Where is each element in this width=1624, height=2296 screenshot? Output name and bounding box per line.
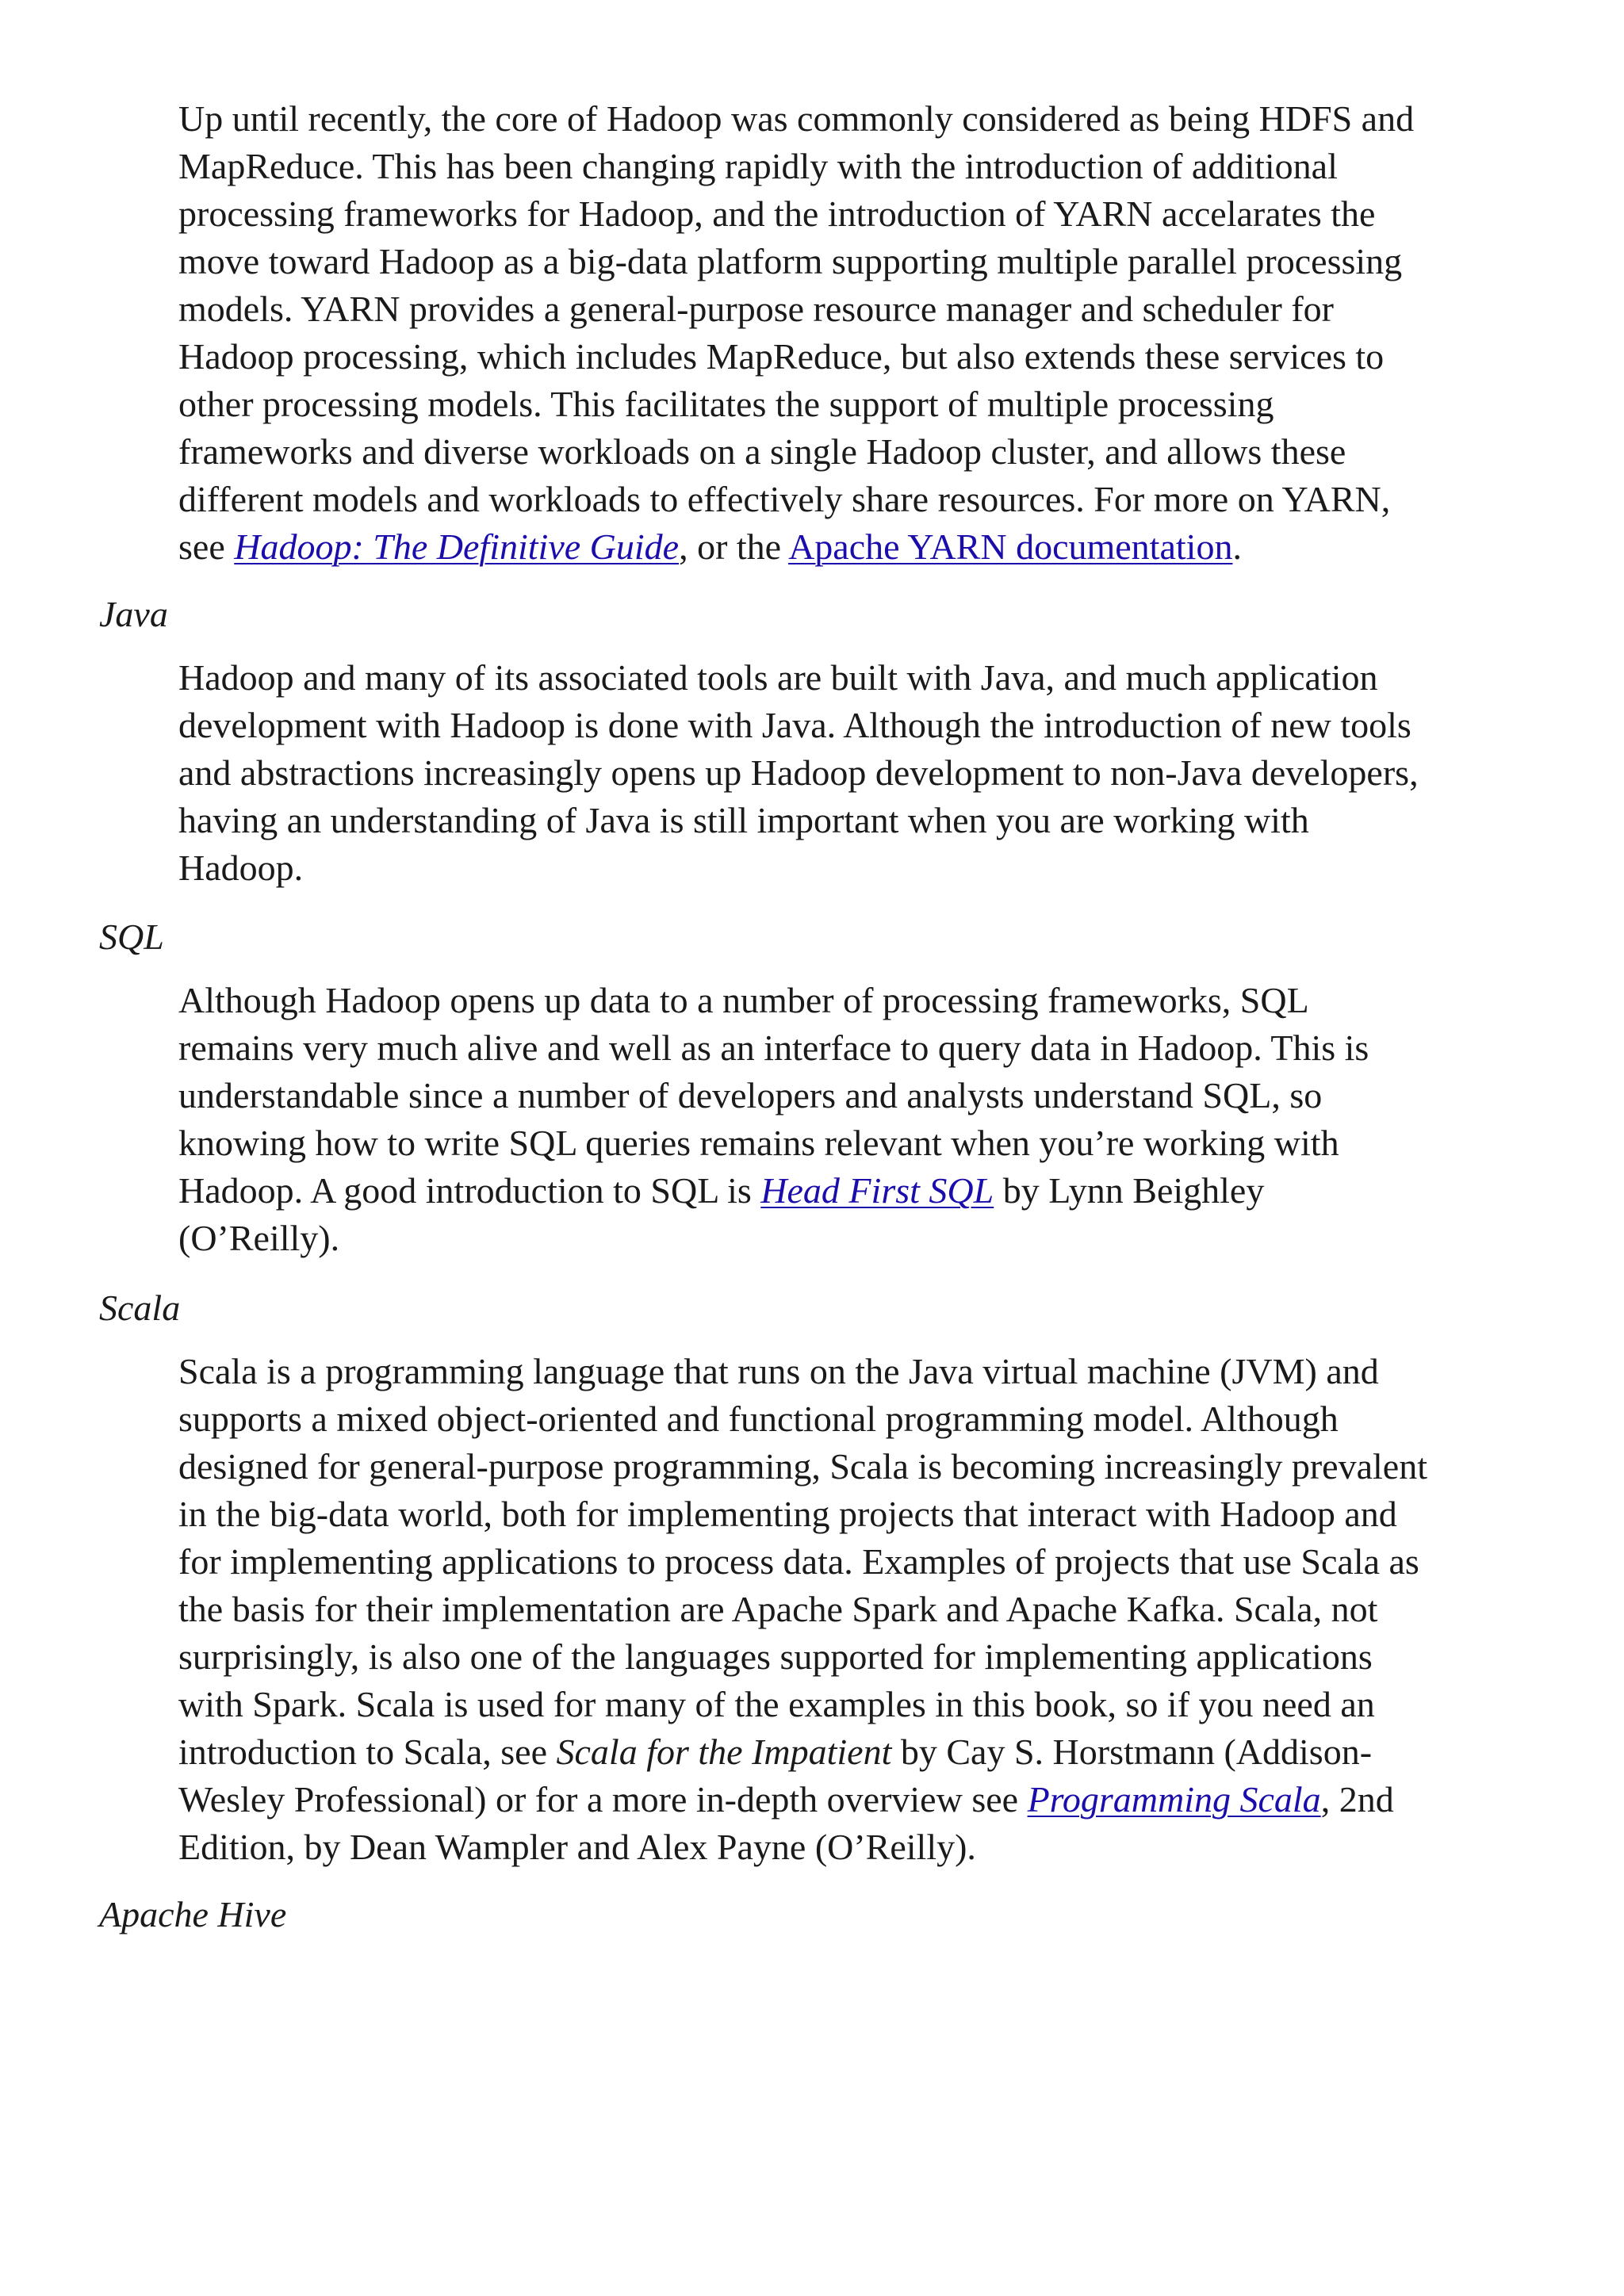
text-line: Hadoop and many of its associated tools are built with Java, and much application (178, 657, 1378, 698)
text-line: supports a mixed object-oriented and functional programming model. Although (178, 1399, 1339, 1439)
apache-yarn-documentation-link[interactable]: Apache YARN documentation (788, 526, 1233, 567)
text-line: Hadoop processing, which includes MapReduce, but also extends these services to (178, 336, 1385, 377)
text-line: surprisingly, is also one of the languages supported for implementing applications (178, 1636, 1373, 1677)
text-line: in the big-data world, both for implementing projects that interact with Hadoop and (178, 1494, 1397, 1534)
text-fragment: introduction to Scala, see (178, 1732, 557, 1772)
term-scala: Scala (99, 1288, 181, 1328)
yarn-description-paragraph (178, 95, 1542, 571)
text-line: Edition, by Dean Wampler and Alex Payne (O’Reilly). (178, 1827, 976, 1867)
text-line: understandable since a number of developers and analysts understand SQL, so (178, 1075, 1323, 1115)
book-title-scala-for-the-impatient: Scala for the Impatient (556, 1732, 892, 1772)
text-fragment: by Cay S. Horstmann (Addison- (891, 1732, 1373, 1772)
text-line: knowing how to write SQL queries remains relevant when you’re working with (178, 1123, 1339, 1163)
text-line: Although Hadoop opens up data to a number of processing frameworks, SQL (178, 980, 1309, 1020)
java-description-paragraph (178, 654, 1542, 892)
scala-description-paragraph (178, 1348, 1542, 1871)
text-fragment: by Lynn Beighley (994, 1170, 1265, 1211)
text-line (178, 1776, 1542, 1823)
hadoop-definitive-guide-link[interactable]: Hadoop: The Definitive Guide (234, 526, 680, 567)
term-java: Java (99, 594, 168, 634)
term-sql: SQL (99, 916, 164, 957)
programming-scala-link[interactable]: Programming Scala (1027, 1779, 1321, 1820)
text-line: other processing models. This facilitates the support of multiple processing (178, 384, 1274, 424)
text-line: MapReduce. This has been changing rapidly with the introduction of additional (178, 146, 1338, 186)
text-line: for implementing applications to process data. Examples of projects that use Scala as (178, 1541, 1419, 1582)
text-fragment: , or the (679, 526, 789, 567)
text-line: Up until recently, the core of Hadoop was commonly considered as being HDFS and (178, 98, 1415, 139)
head-first-sql-link[interactable]: Head First SQL (760, 1170, 994, 1211)
text-line: the basis for their implementation are Apache Spark and Apache Kafka. Scala, not (178, 1589, 1378, 1629)
text-line: (O’Reilly). (178, 1218, 340, 1258)
text-line: with Spark. Scala is used for many of the examples in this book, so if you need an (178, 1684, 1375, 1724)
text-fragment: see (178, 526, 235, 567)
text-line (178, 523, 1542, 571)
text-line (178, 1167, 1542, 1215)
text-fragment: Hadoop. A good introduction to SQL is (178, 1170, 761, 1211)
text-line: move toward Hadoop as a big-data platform supporting multiple parallel processing (178, 241, 1403, 281)
sql-description-paragraph (178, 977, 1542, 1262)
text-line: and abstractions increasingly opens up Hadoop development to non-Java developers, (178, 752, 1419, 793)
text-line: development with Hadoop is done with Java. Although the introduction of new tools (178, 705, 1411, 745)
text-line: having an understanding of Java is still important when you are working with (178, 800, 1309, 840)
text-line: Hadoop. (178, 848, 304, 888)
text-line: frameworks and diverse workloads on a single Hadoop cluster, and allows these (178, 431, 1346, 472)
text-line: Scala is a programming language that runs on the Java virtual machine (JVM) and (178, 1351, 1379, 1391)
text-line (178, 1728, 1542, 1776)
text-line: processing frameworks for Hadoop, and the introduction of YARN accelarates the (178, 193, 1376, 234)
term-apache-hive: Apache Hive (99, 1894, 287, 1934)
text-fragment: , 2nd (1320, 1779, 1394, 1820)
text-line: designed for general-purpose programming, Scala is becoming increasingly prevalent (178, 1446, 1427, 1487)
text-line: different models and workloads to effectively share resources. For more on YARN, (178, 479, 1391, 519)
text-line: remains very much alive and well as an interface to query data in Hadoop. This is (178, 1027, 1369, 1068)
text-fragment: . (1232, 526, 1242, 567)
text-fragment: Wesley Professional) or for a more in-depth overview see (178, 1779, 1028, 1820)
text-line: models. YARN provides a general-purpose resource manager and scheduler for (178, 289, 1334, 329)
